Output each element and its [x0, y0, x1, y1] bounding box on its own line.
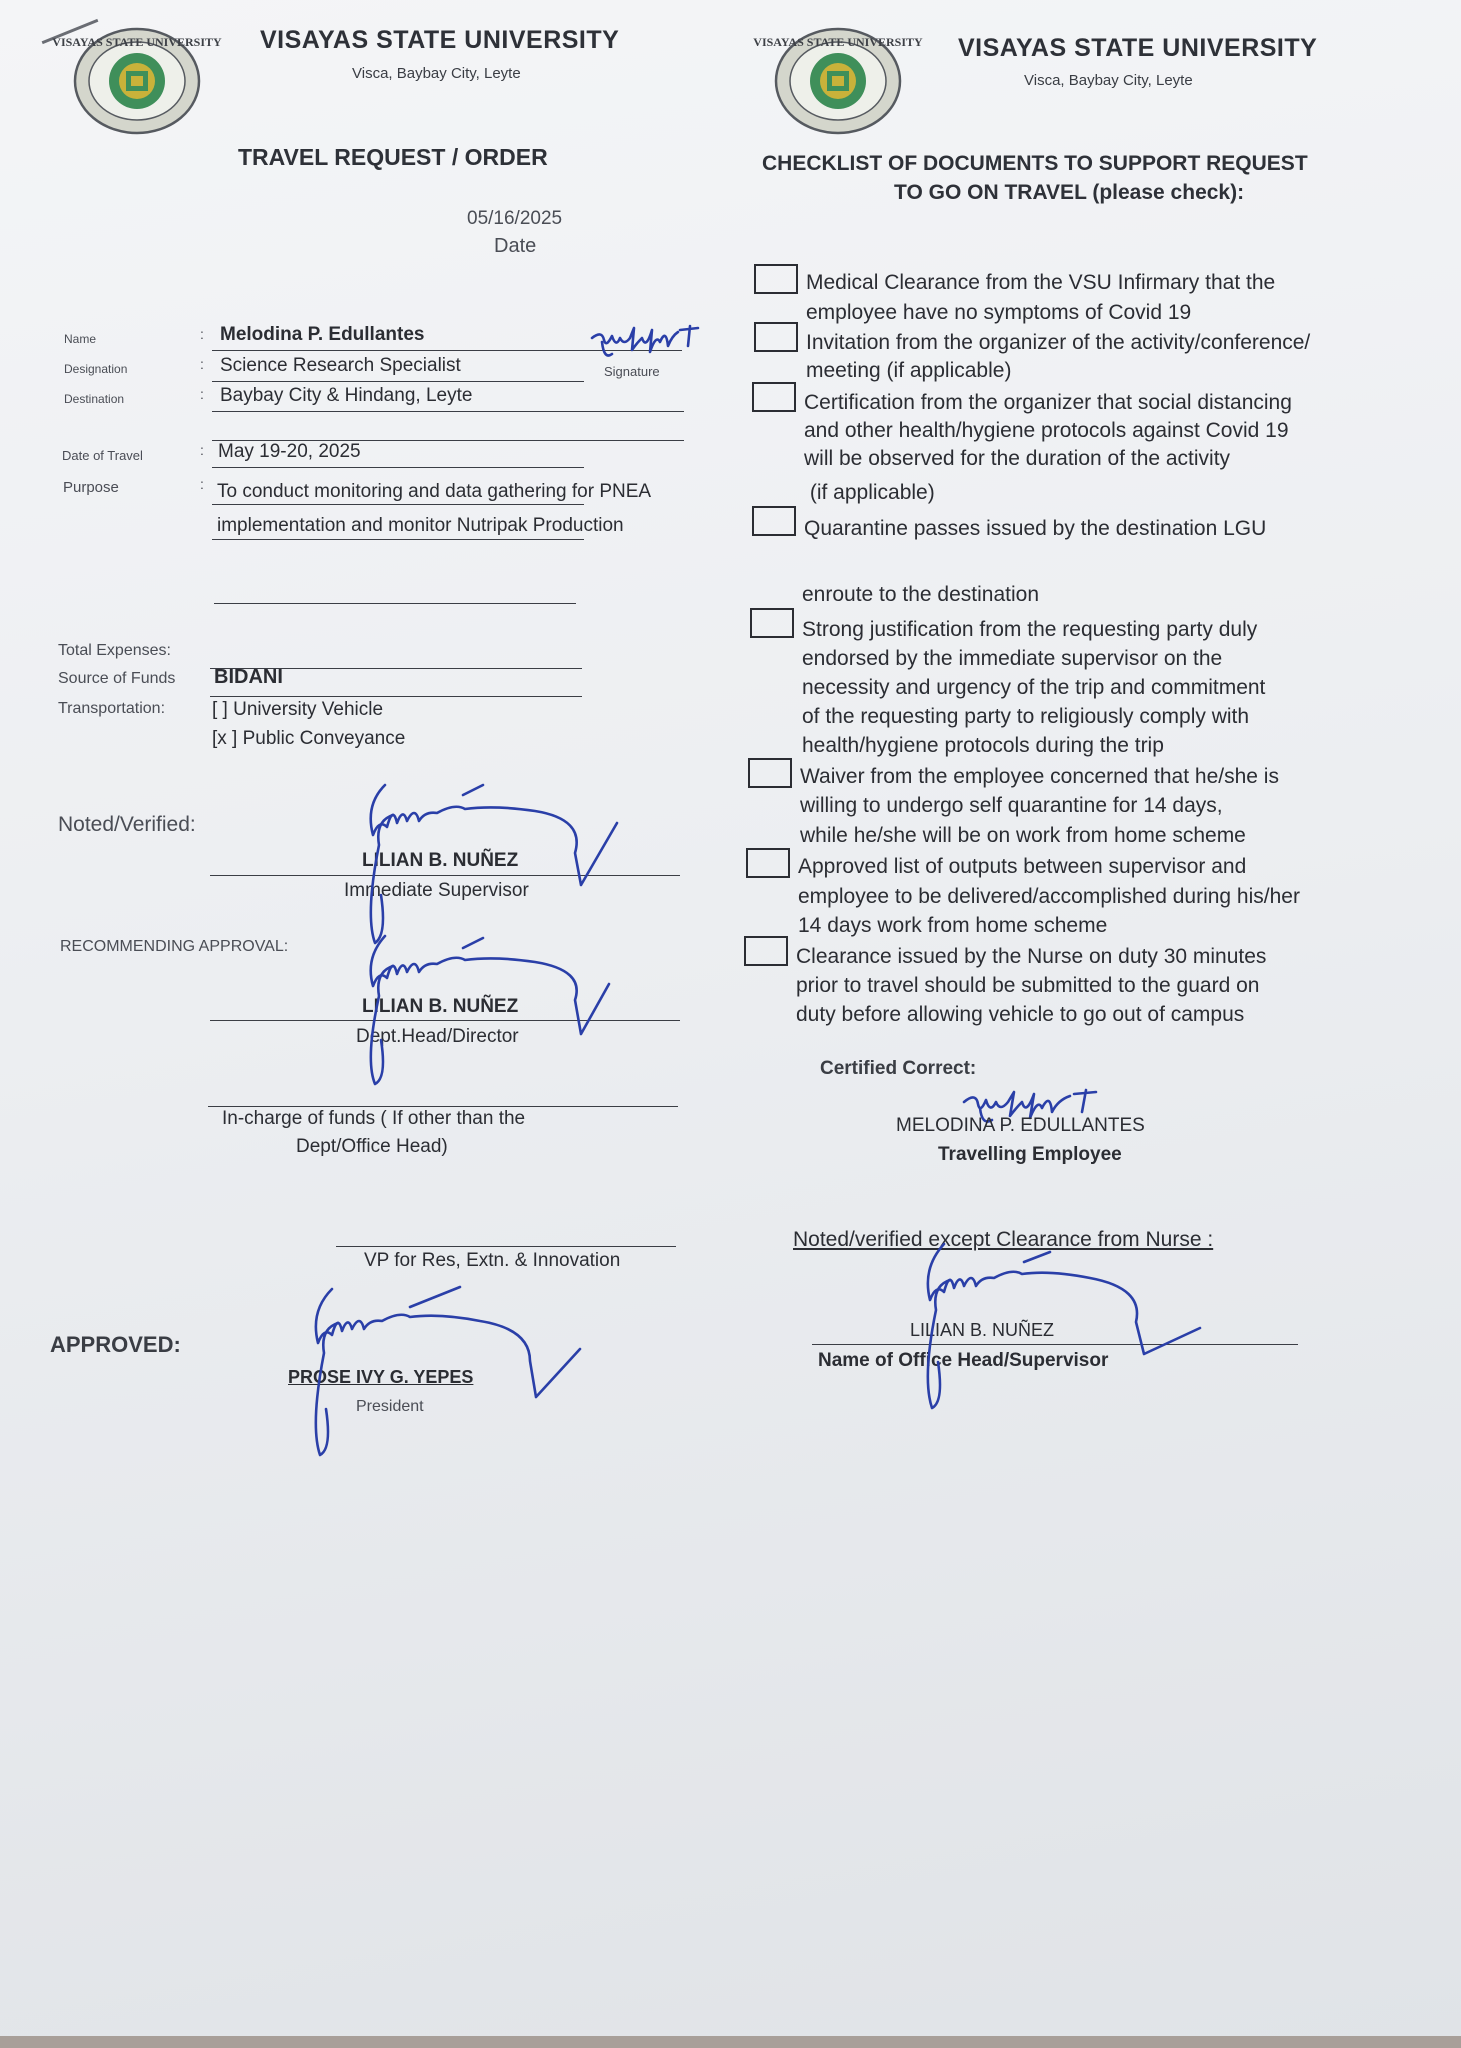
president-title: President: [356, 1398, 424, 1415]
transportation-label: Transportation:: [58, 700, 166, 717]
checkbox-invitation[interactable]: [754, 322, 798, 352]
date-of-travel-colon: :: [200, 442, 204, 458]
source-of-funds-value: BIDANI: [214, 666, 283, 688]
office-head-title: Name of Office Head/Supervisor: [818, 1350, 1109, 1371]
recommending-approval-label: RECOMMENDING APPROVAL:: [60, 938, 289, 955]
name-label: Name: [64, 332, 97, 346]
transport-option-university-vehicle: [ ] University Vehicle: [212, 699, 384, 720]
destination-label: Destination: [64, 392, 125, 406]
university-address-right: Visca, Baybay City, Leyte: [1024, 72, 1193, 89]
employee-title: Travelling Employee: [938, 1144, 1122, 1165]
purpose-colon: :: [200, 476, 204, 492]
checklist-item-8-line-3: duty before allowing vehicle to go out of campus: [796, 1003, 1245, 1026]
funds-incharge-line-1: In-charge of funds ( If other than the: [222, 1108, 526, 1129]
name-value: Melodina P. Edullantes: [220, 324, 425, 345]
date-of-travel-value: May 19-20, 2025: [218, 441, 361, 462]
checklist-item-5-line-5: health/hygiene protocols during the trip: [802, 734, 1164, 757]
checklist-item-3-line-4: (if applicable): [804, 481, 935, 504]
checkbox-nurse-clearance[interactable]: [744, 936, 788, 966]
university-name-left: VISAYAS STATE UNIVERSITY: [260, 26, 620, 54]
transport-option-public-conveyance: [x ] Public Conveyance: [212, 728, 406, 749]
employee-name: MELODINA P. EDULLANTES: [896, 1115, 1145, 1136]
vp-signature-line: [336, 1246, 676, 1247]
dept-head-name: LILIAN B. NUÑEZ: [362, 996, 519, 1017]
date-of-travel-underline: [212, 467, 584, 468]
noted-except-label: Noted/verified except Clearance from Nurse :: [793, 1228, 1214, 1251]
noted-verified-label: Noted/Verified:: [58, 813, 196, 836]
checklist-item-8-line-1: Clearance issued by the Nurse on duty 30 minutes: [796, 945, 1267, 968]
checklist-item-7-line-1: Approved list of outputs between supervisor and: [798, 855, 1247, 878]
checklist-item-3-line-3: will be observed for the duration of the activity: [804, 447, 1231, 470]
date-label: Date: [494, 235, 537, 257]
supervisor-name: LILIAN B. NUÑEZ: [362, 850, 519, 871]
funds-incharge-line: [208, 1106, 678, 1107]
purpose-underline-2: [212, 539, 584, 540]
destination-value: Baybay City & Hindang, Leyte: [220, 385, 473, 406]
paper-bottom-edge: [0, 2036, 1461, 2048]
designation-colon: :: [200, 356, 204, 372]
destination-underline: [212, 411, 684, 412]
source-of-funds-underline: [210, 696, 582, 697]
dept-head-signature: [345, 930, 625, 1090]
vp-title: VP for Res, Extn. & Innovation: [364, 1250, 621, 1271]
total-expenses-label: Total Expenses:: [58, 642, 171, 659]
university-seal-right: [753, 26, 923, 136]
supervisor-signature: [345, 775, 625, 945]
checkbox-justification[interactable]: [750, 608, 794, 638]
supervisor-title: Immediate Supervisor: [344, 880, 529, 901]
checklist-title-line-2: TO GO ON TRAVEL (please check):: [894, 181, 1245, 204]
office-head-name: LILIAN B. NUÑEZ: [910, 1320, 1055, 1340]
designation-underline: [212, 381, 584, 382]
dept-head-title: Dept.Head/Director: [356, 1026, 519, 1047]
checklist-item-8-line-2: prior to travel should be submitted to the guard on: [796, 974, 1260, 997]
name-colon: :: [200, 326, 204, 342]
travel-order-title: TRAVEL REQUEST / ORDER: [238, 144, 548, 170]
date-value: 05/16/2025: [467, 208, 563, 229]
checklist-item-4-line-1: Quarantine passes issued by the destination LGU: [804, 517, 1267, 540]
office-head-signature: [900, 1238, 1210, 1413]
checkbox-waiver[interactable]: [748, 758, 792, 788]
checklist-item-7-line-2: employee to be delivered/accomplished during his/her: [798, 885, 1300, 908]
president-name: PROSE IVY G. YEPES: [288, 1367, 474, 1387]
university-address-left: Visca, Baybay City, Leyte: [352, 65, 521, 82]
checklist-item-5-line-3: necessity and urgency of the trip and commitment: [802, 676, 1266, 699]
checklist-item-5-line-1: Strong justification from the requesting party duly: [802, 618, 1258, 641]
destination-colon: :: [200, 386, 204, 402]
svg-text:VISAYAS STATE UNIVERSITY: VISAYAS STATE UNIVERSITY: [753, 35, 923, 49]
university-name-right: VISAYAS STATE UNIVERSITY: [958, 34, 1318, 62]
source-of-funds-label: Source of Funds: [58, 670, 176, 687]
university-seal-left: [52, 26, 222, 136]
checklist-title-line-1: CHECKLIST OF DOCUMENTS TO SUPPORT REQUEST: [762, 152, 1308, 175]
checkbox-quarantine-passes[interactable]: [752, 506, 796, 536]
checkbox-certification[interactable]: [752, 382, 796, 412]
purpose-label: Purpose: [63, 479, 119, 496]
checklist-item-3-line-2: and other health/hygiene protocols against Covid 19: [804, 419, 1289, 442]
checklist-item-1-line-2: employee have no symptoms of Covid 19: [806, 301, 1192, 324]
president-signature: [280, 1285, 600, 1460]
checklist-item-6-line-3: while he/she will be on work from home scheme: [800, 824, 1246, 847]
approved-label: APPROVED:: [50, 1332, 181, 1357]
employee-signature: [590, 324, 710, 362]
purpose-underline-1: [212, 504, 584, 505]
checklist-item-5-line-4: of the requesting party to religiously comply with: [802, 705, 1250, 728]
designation-label: Designation: [64, 362, 128, 376]
purpose-line-2: implementation and monitor Nutripak Production: [217, 515, 624, 536]
checkbox-medical-clearance[interactable]: [754, 264, 798, 294]
checklist-item-4-line-2: enroute to the destination: [802, 583, 1040, 606]
checklist-item-5-line-2: endorsed by the immediate supervisor on the: [802, 647, 1223, 670]
signature-label: Signature: [604, 364, 660, 379]
purpose-line-1: To conduct monitoring and data gathering for PNEA: [217, 481, 652, 502]
funds-incharge-line-2: Dept/Office Head): [296, 1136, 448, 1157]
certified-correct-label: Certified Correct:: [820, 1058, 977, 1079]
designation-value: Science Research Specialist: [220, 355, 461, 376]
checkbox-approved-outputs[interactable]: [746, 848, 790, 878]
checklist-item-6-line-1: Waiver from the employee concerned that he/she is: [800, 765, 1279, 788]
checklist-item-1-line-1: Medical Clearance from the VSU Infirmary that the: [806, 271, 1276, 294]
checklist-item-7-line-3: 14 days work from home scheme: [798, 914, 1108, 937]
checklist-item-2-line-2: meeting (if applicable): [806, 359, 1012, 382]
date-of-travel-label: Date of Travel: [62, 448, 143, 463]
checklist-item-6-line-2: willing to undergo self quarantine for 14 days,: [800, 794, 1223, 817]
checklist-item-3-line-1: Certification from the organizer that social distancing: [804, 391, 1292, 414]
purpose-underline-3: [214, 603, 576, 604]
checklist-item-2-line-1: Invitation from the organizer of the activity/conference/: [806, 331, 1311, 354]
svg-text:VISAYAS STATE UNIVERSITY: VISAYAS STATE UNIVERSITY: [52, 35, 222, 49]
